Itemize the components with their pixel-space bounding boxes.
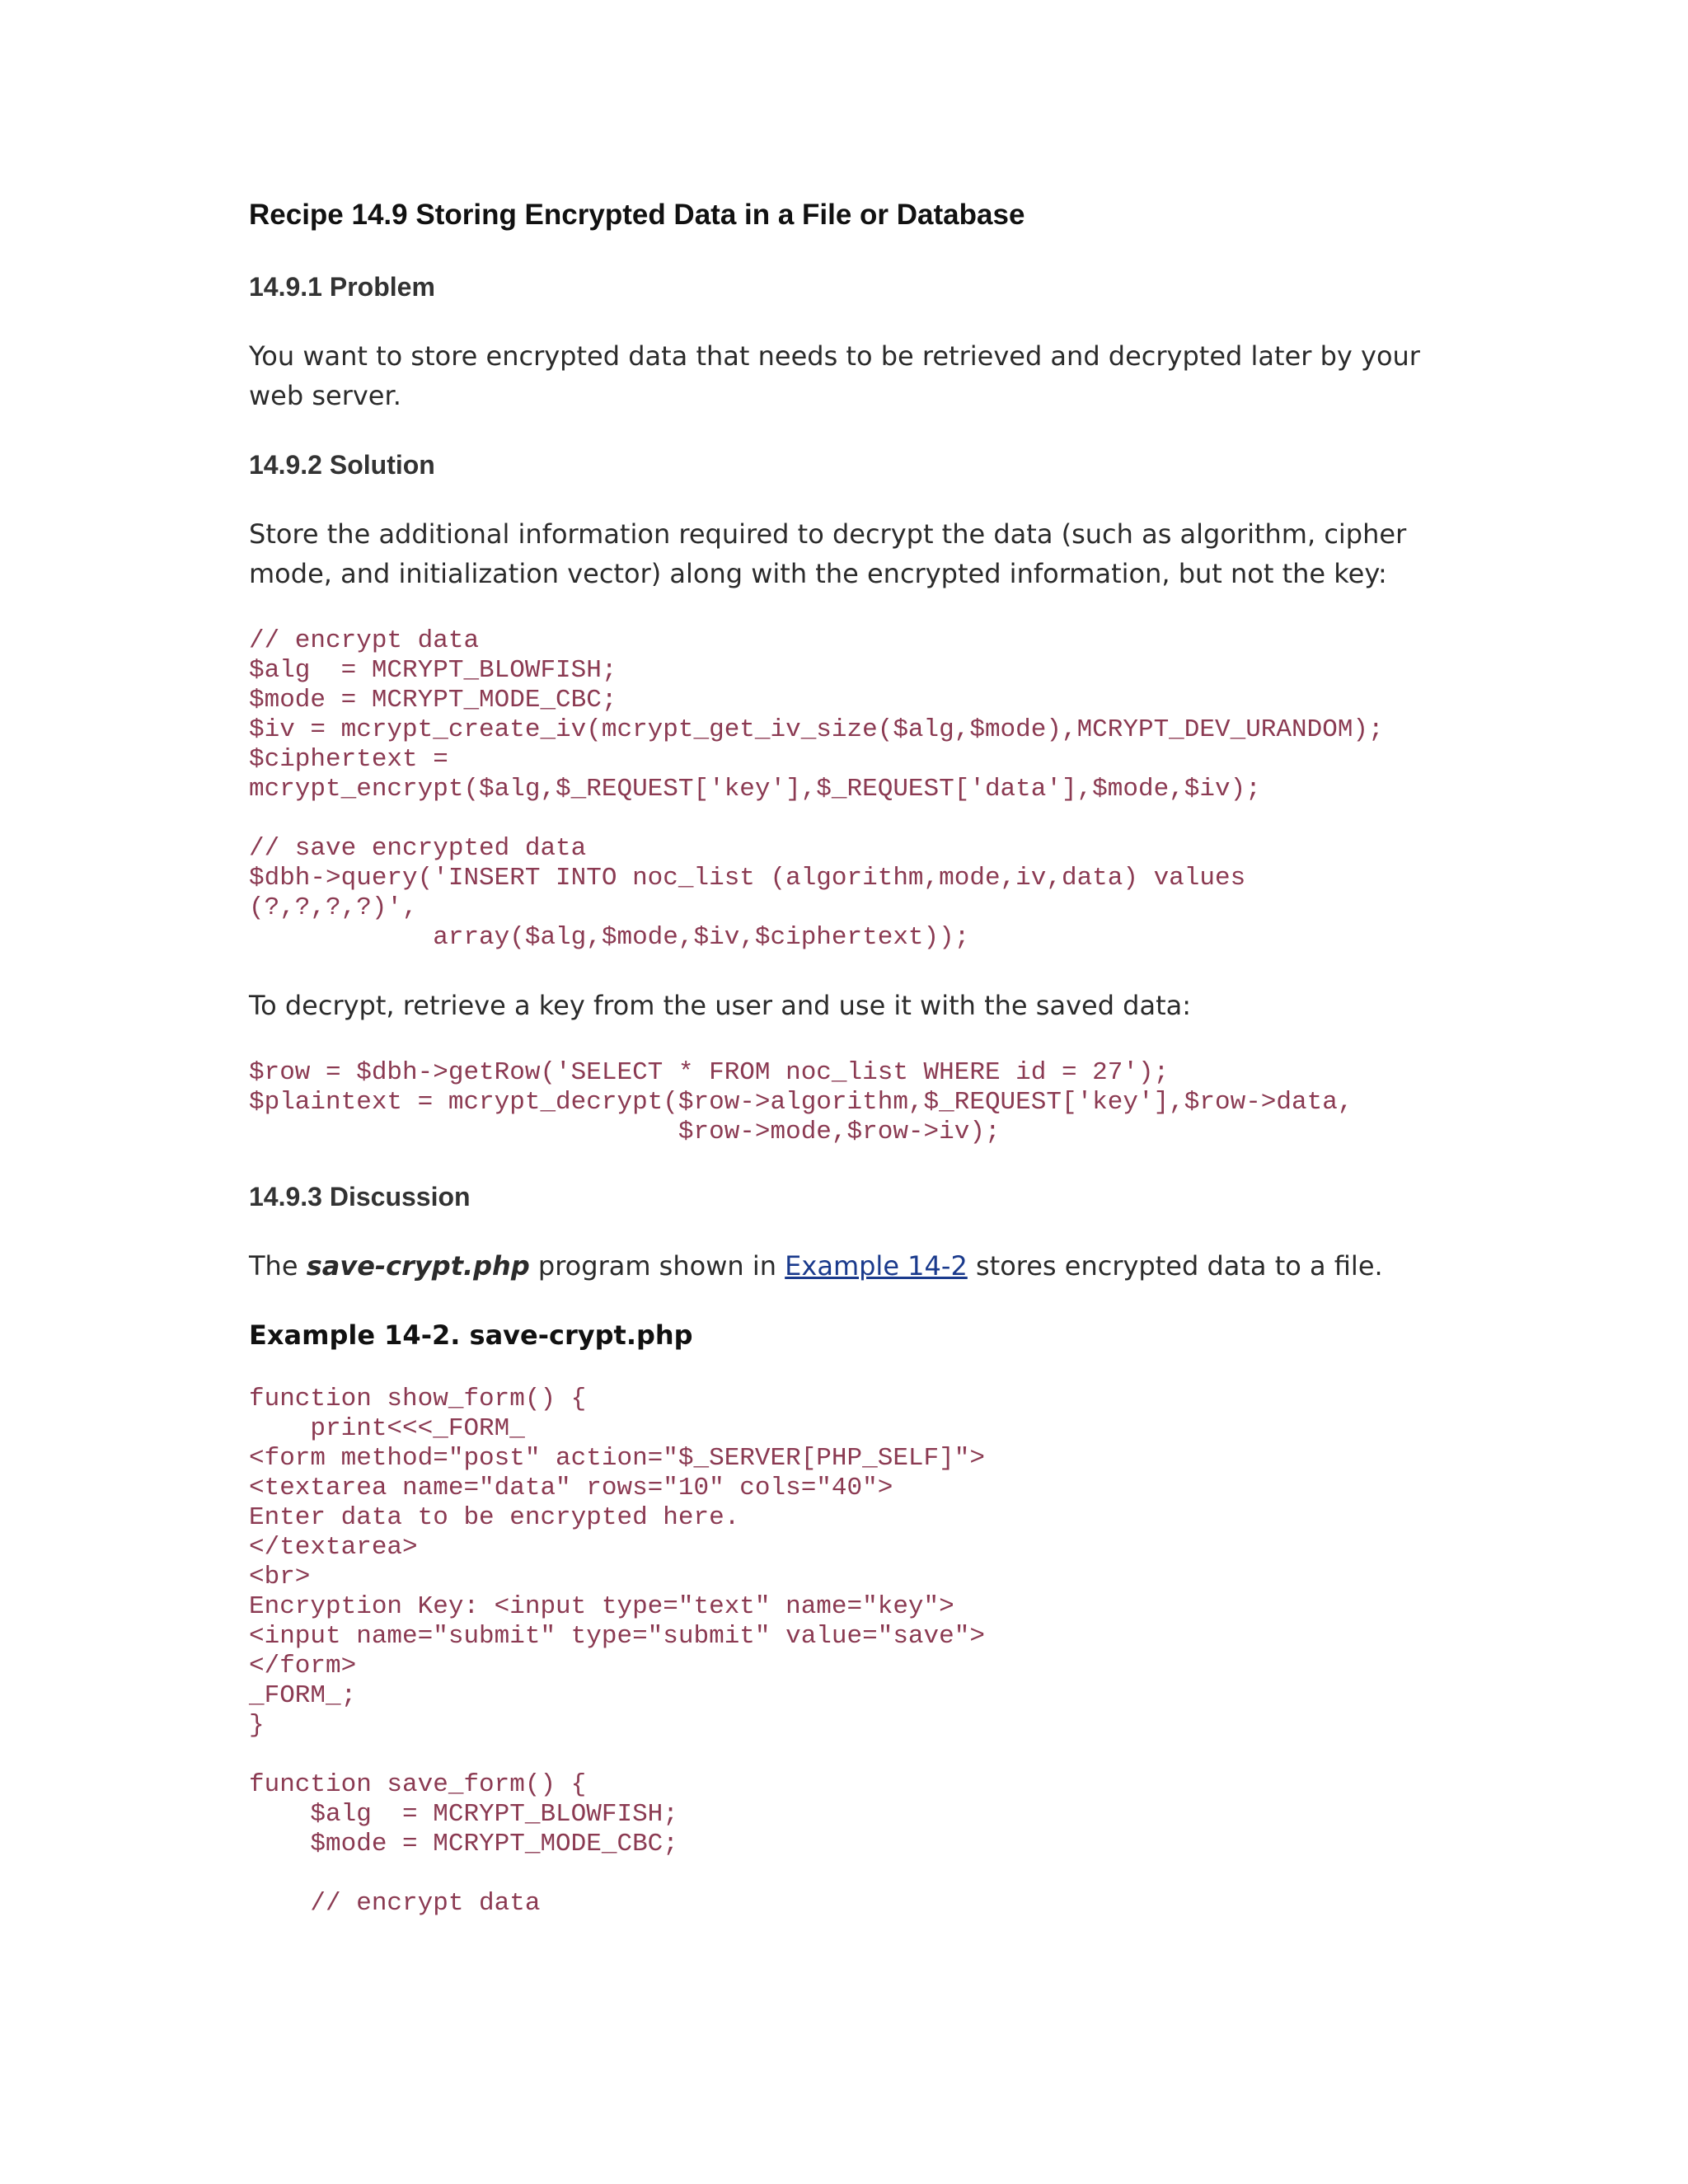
recipe-title: Recipe 14.9 Storing Encrypted Data in a File or Database xyxy=(249,199,1025,231)
encrypt-code-block: // encrypt data $alg = MCRYPT_BLOWFISH; $mode = MCRYPT_MODE_CBC; $iv = mcrypt_create_iv(mcrypt_get_iv_size($alg,$mode),MCRYPT_DEV_URANDOM); $ciphertext = mcrypt_encrypt($alg,$_REQUEST['key'],$_REQUEST['data'],$mode,$iv); // save encrypted data $dbh->query('INSERT INTO noc_list (algorithm,mode,iv,data) values (?,?,?,?)', array($alg,$mode,$iv,$ciphertext)); xyxy=(249,626,1384,952)
document-page xyxy=(249,198,1452,1952)
problem-heading: 14.9.1 Problem xyxy=(249,272,435,302)
example-code-block: function show_form() { print<<<_FORM_ <form method="post" action="$_SERVER[PHP_SELF]"> <textarea name="data" rows="10" cols="40"> Enter data to be encrypted here. </textarea> <br> Encryption Key: <input type="text" name="key"> <input name="submit" type="submit" value="save"> </form> _FORM_; } function save_form() { $alg = MCRYPT_BLOWFISH; $mode = MCRYPT_MODE_CBC; // encrypt data xyxy=(249,1385,985,1918)
discussion-heading: 14.9.3 Discussion xyxy=(249,1182,471,1212)
discussion-text-after: stores encrypted data to a file. xyxy=(967,1250,1383,1282)
decrypt-code-block: $row = $dbh->getRow('SELECT * FROM noc_list WHERE id = 27'); $plaintext = mcrypt_decrypt($row->algorithm,$_REQUEST['key'],$row->data, $row->mode,$row->iv); xyxy=(249,1058,1353,1146)
solution-text: Store the additional information required to decrypt the data (such as algorithm, cipher mode, and initialization vector) along with the encrypted information, but not the key: xyxy=(249,518,1407,589)
solution-heading: 14.9.2 Solution xyxy=(249,450,435,480)
discussion-text xyxy=(249,1246,1452,1286)
example-link[interactable]: Example 14-2 xyxy=(785,1250,968,1282)
problem-text: You want to store encrypted data that needs to be retrieved and decrypted later by your web server. xyxy=(249,340,1420,411)
discussion-text-before: The xyxy=(249,1250,307,1282)
decrypt-text: To decrypt, retrieve a key from the user and use it with the saved data: xyxy=(249,990,1192,1021)
discussion-text-middle: program shown in xyxy=(529,1250,785,1282)
filename: save-crypt.php xyxy=(306,1250,530,1282)
example-heading: Example 14-2. save-crypt.php xyxy=(249,1319,693,1351)
